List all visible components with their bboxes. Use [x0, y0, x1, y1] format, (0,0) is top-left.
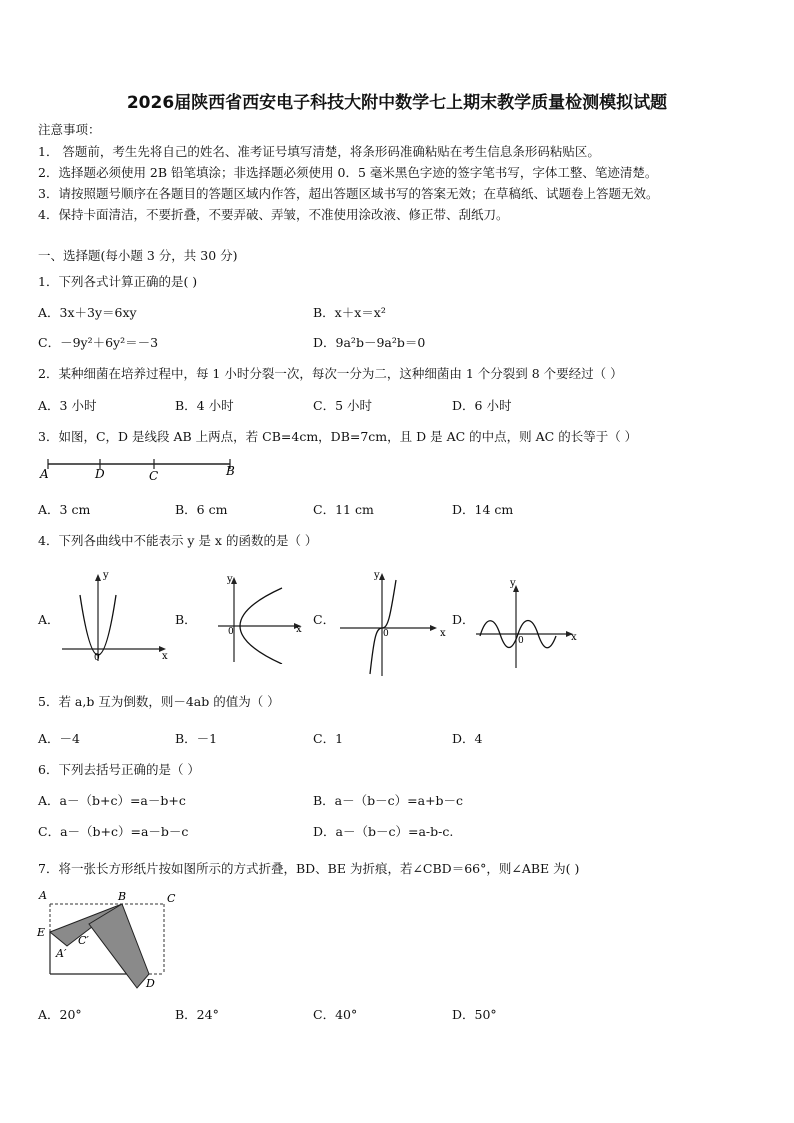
- q6-option-a: A．a－（b+c）=a－b+c: [38, 793, 186, 808]
- q2-option-b: B．4 小时: [175, 398, 234, 413]
- origin-label: 0: [228, 627, 234, 637]
- axis-label-y: y: [374, 570, 380, 581]
- q2-option-d: D．6 小时: [452, 398, 512, 413]
- point-label-b: B: [118, 890, 127, 903]
- point-label-d: D: [146, 977, 155, 990]
- point-label-a: A: [39, 889, 47, 902]
- q6-option-c: C．a－（b+c）=a－b－c: [38, 824, 189, 839]
- question-7-stem: 7．将一张长方形纸片按如图所示的方式折叠，BD、BE 为折痕，若∠CBD＝66°，则∠ABE 为( ): [38, 861, 580, 876]
- q7-option-b: B．24°: [175, 1007, 219, 1022]
- axis-label-x: x: [296, 624, 302, 635]
- q3-option-a: A．3 cm: [38, 502, 91, 517]
- folded-paper-figure: [34, 884, 184, 992]
- graph-d-sine: [472, 574, 580, 670]
- page-title: 2026届陕西省西安电子科技大附中数学七上期末教学质量检测模拟试题: [126, 93, 668, 113]
- q3-option-c: C．11 cm: [313, 502, 374, 517]
- line-segment-figure: [36, 456, 246, 486]
- origin-label: 0: [94, 653, 100, 663]
- q2-option-c: C．5 小时: [313, 398, 372, 413]
- q7-option-a: A．20°: [38, 1007, 82, 1022]
- q7-option-c: C．40°: [313, 1007, 358, 1022]
- q5-option-b: B．－1: [175, 731, 218, 746]
- question-5-stem: 5．若 a,b 互为倒数，则－4ab 的值为（ ）: [38, 694, 280, 709]
- question-3-stem: 3．如图，C，D 是线段 AB 上两点，若 CB=4cm，DB=7cm，且 D 是 AC 的中点，则 AC 的长等于（ ）: [38, 429, 638, 444]
- q7-option-d: D．50°: [452, 1007, 497, 1022]
- q4-option-c: C．: [313, 612, 336, 627]
- notice-item-2: 2．选择题必须使用 2B 铅笔填涂；非选择题必须使用 0．5 毫米黑色字迹的签字笔书写，字体工整、笔迹清楚。: [38, 165, 658, 180]
- axis-label-x: x: [162, 651, 168, 662]
- q5-option-a: A．－4: [38, 731, 80, 746]
- q4-option-b: B．: [175, 612, 197, 627]
- notice-item-3: 3．请按照题号顺序在各题目的答题区域内作答，超出答题区域书写的答案无效；在草稿纸、试题卷上答题无效。: [38, 186, 659, 201]
- question-2-stem: 2．某种细菌在培养过程中，每 1 小时分裂一次，每次一分为二，这种细菌由 1 个分裂到 8 个要经过（ ）: [38, 366, 623, 381]
- axis-label-x: x: [440, 628, 446, 639]
- notice-item-1: 1． 答题前，考生先将自己的姓名、准考证号填写清楚，将条形码准确粘贴在考生信息条形码粘贴区。: [38, 144, 600, 159]
- point-label-a: A: [40, 467, 49, 481]
- axis-label-y: y: [227, 574, 233, 585]
- q1-option-c: C．－9y²＋6y²＝－3: [38, 335, 159, 350]
- origin-label: 0: [383, 629, 389, 639]
- graph-b-sideways-parabola: [198, 568, 306, 664]
- q1-option-b: B．x＋x＝x²: [313, 305, 386, 320]
- q3-option-b: B．6 cm: [175, 502, 228, 517]
- graph-a-parabola: [58, 565, 170, 663]
- notice-heading: 注意事项：: [38, 122, 101, 137]
- q4-option-d: D．: [452, 612, 475, 627]
- point-label-c: C: [167, 892, 176, 905]
- axis-label-y: y: [103, 570, 109, 581]
- point-label-b: B: [226, 464, 235, 478]
- question-4-stem: 4．下列各曲线中不能表示 y 是 x 的函数的是（ ）: [38, 533, 318, 548]
- question-1-stem: 1．下列各式计算正确的是( ): [38, 274, 198, 289]
- q1-option-a: A．3x＋3y＝6xy: [38, 305, 137, 320]
- q1-option-d: D．9a²b－9a²b＝0: [313, 335, 426, 350]
- q6-option-d: D．a－（b－c）=a-b-c.: [313, 824, 454, 839]
- q5-option-d: D．4: [452, 731, 483, 746]
- origin-label: 0: [518, 636, 524, 646]
- q2-option-a: A．3 小时: [38, 398, 97, 413]
- point-label-e: E: [37, 926, 46, 939]
- question-6-stem: 6．下列去括号正确的是（ ）: [38, 762, 200, 777]
- point-label-c: C: [149, 469, 159, 483]
- point-label-c-prime: C′: [78, 934, 89, 947]
- q4-option-a: A．: [38, 612, 60, 627]
- section-heading: 一、选择题(每小题 3 分，共 30 分): [38, 248, 238, 263]
- axis-label-y: y: [510, 578, 516, 589]
- notice-item-4: 4．保持卡面清洁，不要折叠，不要弄破、弄皱，不准使用涂改液、修正带、刮纸刀。: [38, 207, 509, 222]
- point-label-d: D: [95, 467, 105, 481]
- graph-c-cubic: [336, 566, 452, 678]
- q5-option-c: C．1: [313, 731, 344, 746]
- q6-option-b: B．a－（b－c）=a+b－c: [313, 793, 464, 808]
- axis-label-x: x: [571, 632, 577, 643]
- q3-option-d: D．14 cm: [452, 502, 514, 517]
- point-label-a-prime: A′: [56, 947, 67, 960]
